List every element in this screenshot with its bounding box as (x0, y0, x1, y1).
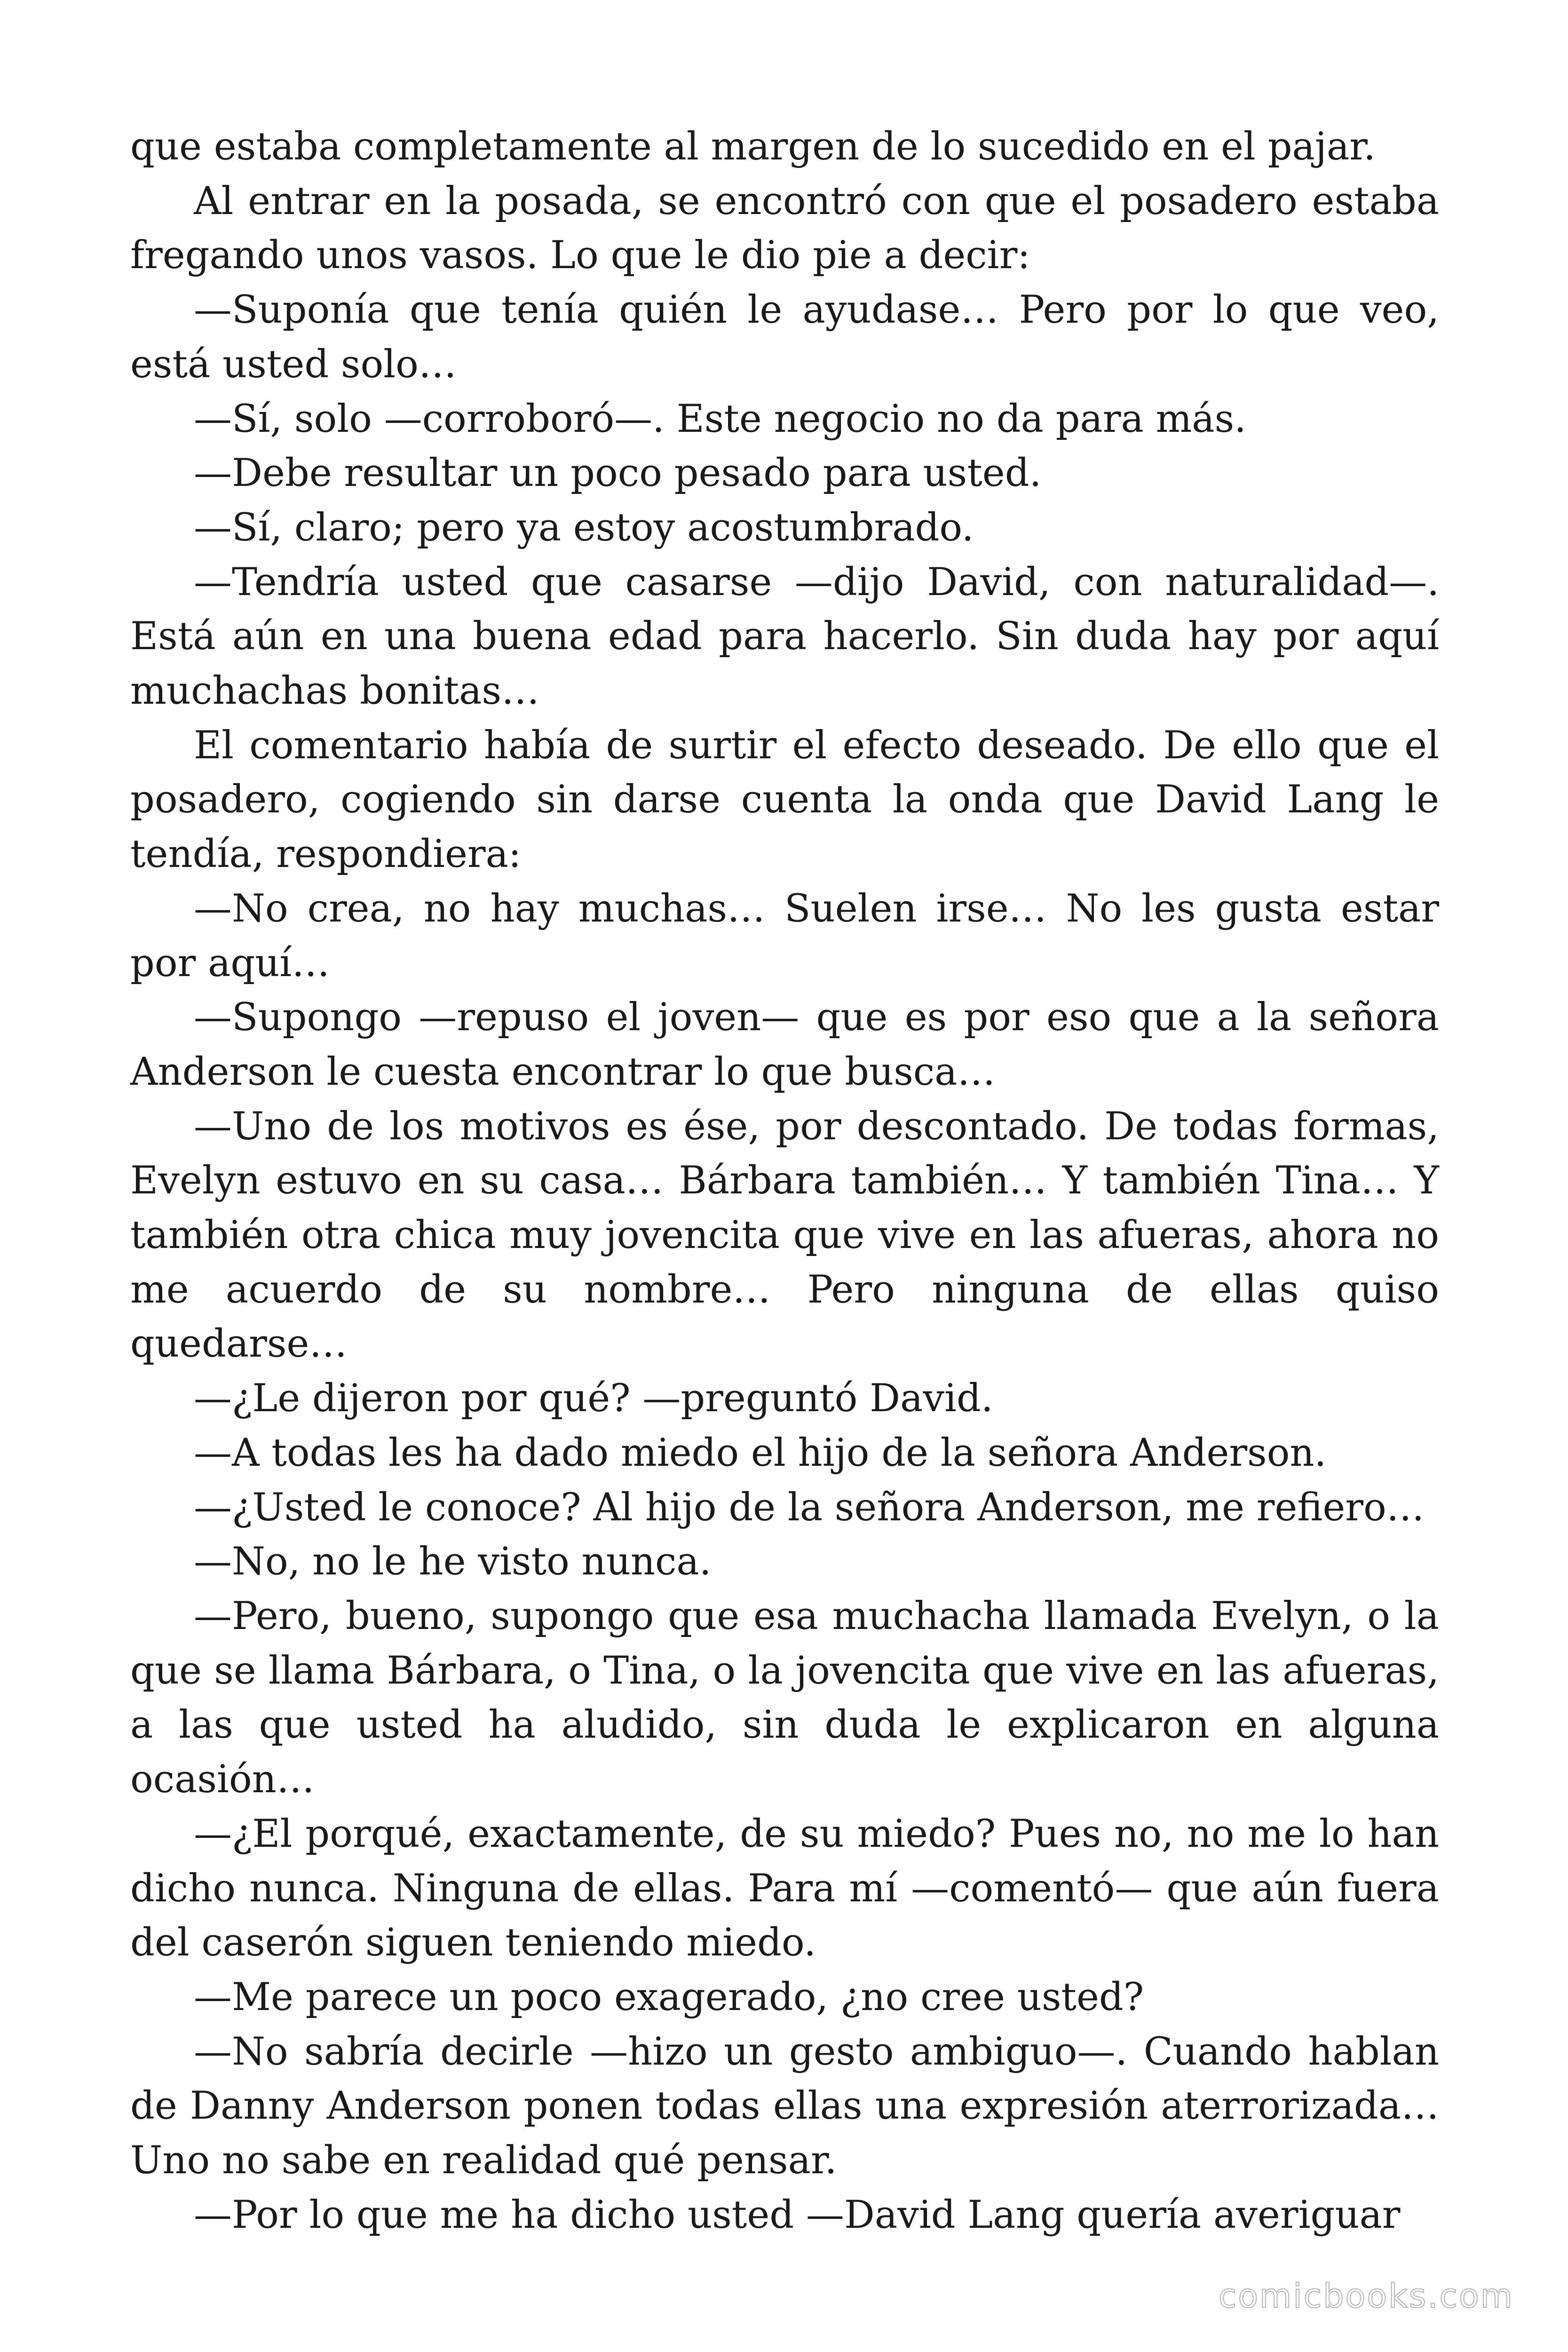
body-text (130, 120, 1439, 2242)
watermark-logo: comicbooks.com (1218, 2277, 1514, 2315)
paragraph: El comentario había de surtir el efecto deseado. De ello que el posadero, cogiendo sin darse cuenta la onda que David Lang le tendía, respondiera: (130, 723, 1439, 877)
paragraph: —No crea, no hay muchas… Suelen irse… No les gusta estar por aquí… (130, 886, 1439, 985)
paragraph: —¿Le dijeron por qué? —preguntó David. (194, 1376, 993, 1421)
paragraph: —A todas les ha dado miedo el hijo de la señora Anderson. (194, 1430, 1327, 1475)
paragraph: —Tendría usted que casarse —dijo David, con naturalidad—. Está aún en una buena edad para hacerlo. Sin duda hay por aquí muchachas bonitas… (130, 560, 1439, 714)
paragraph: —Suponía que tenía quién le ayudase… Pero por lo que veo, está usted solo… (130, 288, 1439, 387)
paragraph: —Por lo que me ha dicho usted —David Lang quería averiguar (194, 2193, 1401, 2237)
paragraph: —¿Usted le conoce? Al hijo de la señora Anderson, me refiero… (194, 1485, 1425, 1530)
paragraph: —Sí, claro; pero ya estoy acostumbrado. (194, 505, 974, 550)
paragraph: —Supongo —repuso el joven— que es por eso que a la señora Anderson le cuesta encontrar lo que busca… (130, 995, 1439, 1094)
paragraph: —Me parece un poco exagerado, ¿no cree usted? (194, 1975, 1144, 2019)
paragraph: —Sí, solo —corroboró—. Este negocio no da para más. (194, 397, 1246, 441)
paragraph: Al entrar en la posada, se encontró con que el posadero estaba fregando unos vasos. Lo que le dio pie a decir: (130, 179, 1439, 278)
paragraph: —Pero, bueno, supongo que esa muchacha llamada Evelyn, o la que se llama Bárbara, o Tina, o la jovencita que vive en las afueras, a las que usted ha aludido, sin duda le explicaron en alguna ocasión… (130, 1594, 1439, 1802)
paragraph: —Uno de los motivos es ése, por descontado. De todas formas, Evelyn estuvo en su casa… Bárbara también… Y también Tina… Y también otra chica muy jovencita que vive en las afueras, ahora no me acuerdo de su nombre… Pero ninguna de ellas quiso quedarse… (130, 1104, 1439, 1367)
paragraph: —Debe resultar un poco pesado para usted. (194, 451, 1042, 496)
paragraph: que estaba completamente al margen de lo sucedido en el pajar. (130, 125, 1376, 169)
paragraph: —¿El porqué, exactamente, de su miedo? Pues no, no me lo han dicho nunca. Ninguna de ellas. Para mí —comentó— que aún fuera del caserón siguen teniendo miedo. (130, 1812, 1439, 1965)
paragraph: —No, no le he visto nunca. (194, 1540, 712, 1584)
paragraph: —No sabría decirle —hizo un gesto ambiguo—. Cuando hablan de Danny Anderson ponen todas ellas una expresión aterrorizada… Uno no sabe en realidad qué pensar. (130, 2029, 1439, 2183)
